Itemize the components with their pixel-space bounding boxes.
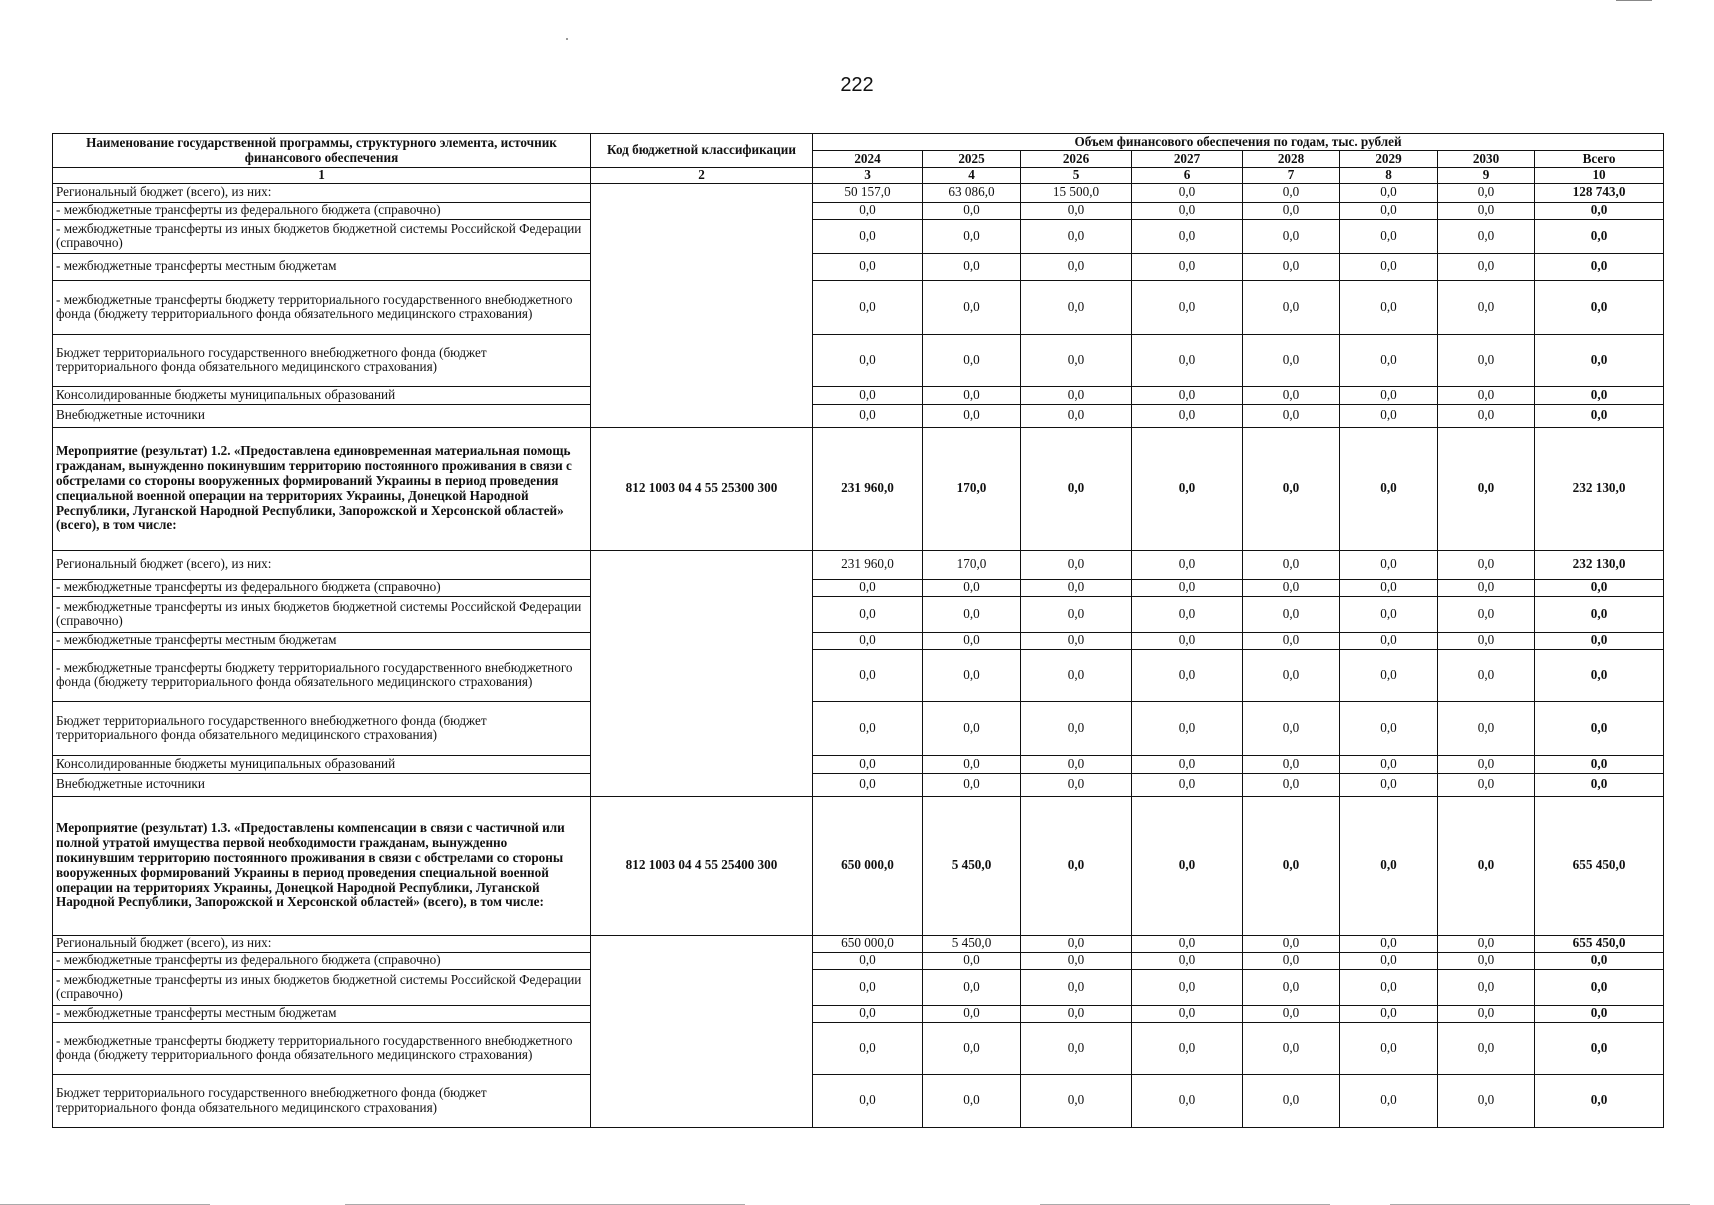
year-value-cell: 0,0	[1243, 1022, 1340, 1074]
year-value-cell: 0,0	[1243, 1005, 1340, 1022]
total-cell: 0,0	[1535, 386, 1664, 404]
table-row	[53, 1074, 1664, 1127]
source-name: - межбюджетные трансферты из иных бюджетов бюджетной системы Российской Федерации (справочно)	[53, 596, 591, 632]
total-cell: 0,0	[1535, 334, 1664, 386]
year-value-cell: 0,0	[1132, 596, 1243, 632]
table-row	[53, 755, 1664, 773]
year-value-cell: 0,0	[1132, 649, 1243, 701]
table-row	[53, 935, 1664, 952]
total-cell: 0,0	[1535, 202, 1664, 219]
year-value-cell: 0,0	[1021, 1022, 1132, 1074]
total-cell: 0,0	[1535, 219, 1664, 253]
year-value-cell: 0,0	[1340, 773, 1438, 796]
year-value-cell: 0,0	[813, 1022, 923, 1074]
year-value-cell: 0,0	[1243, 796, 1340, 935]
year-value-cell: 0,0	[1132, 579, 1243, 596]
year-value-cell: 0,0	[1021, 755, 1132, 773]
year-value-cell: 0,0	[923, 404, 1021, 427]
year-value-cell: 0,0	[1132, 632, 1243, 649]
table-row	[53, 386, 1664, 404]
year-value-cell: 0,0	[1340, 427, 1438, 550]
year-value-cell: 0,0	[923, 596, 1021, 632]
year-value-cell: 0,0	[923, 253, 1021, 280]
year-value-cell: 0,0	[1243, 404, 1340, 427]
total-cell: 0,0	[1535, 1074, 1664, 1127]
year-value-cell: 0,0	[813, 579, 923, 596]
header-year: 2030	[1438, 151, 1535, 168]
source-name: - межбюджетные трансферты местным бюджетам	[53, 253, 591, 280]
year-value-cell: 650 000,0	[813, 935, 923, 952]
total-cell: 0,0	[1535, 969, 1664, 1005]
year-value-cell: 0,0	[1438, 404, 1535, 427]
table-row	[53, 1005, 1664, 1022]
year-value-cell: 0,0	[1132, 1074, 1243, 1127]
year-value-cell: 0,0	[1340, 280, 1438, 334]
column-number: 7	[1243, 168, 1340, 184]
year-value-cell: 0,0	[1132, 935, 1243, 952]
year-value-cell: 0,0	[1021, 969, 1132, 1005]
measure-row	[53, 427, 1664, 550]
year-value-cell: 0,0	[1132, 755, 1243, 773]
year-value-cell: 0,0	[1021, 632, 1132, 649]
year-value-cell: 0,0	[1243, 253, 1340, 280]
source-name: - межбюджетные трансферты местным бюджетам	[53, 1005, 591, 1022]
year-value-cell: 0,0	[1340, 935, 1438, 952]
year-value-cell: 0,0	[1438, 701, 1535, 755]
year-value-cell: 0,0	[1438, 1022, 1535, 1074]
year-value-cell: 0,0	[1243, 773, 1340, 796]
year-value-cell: 63 086,0	[923, 183, 1021, 202]
year-value-cell: 0,0	[813, 596, 923, 632]
year-value-cell: 0,0	[1340, 202, 1438, 219]
year-value-cell: 0,0	[923, 773, 1021, 796]
scan-mark	[1616, 0, 1652, 1]
source-name: Внебюджетные источники	[53, 773, 591, 796]
year-value-cell: 0,0	[1438, 952, 1535, 969]
header-volume: Объем финансового обеспечения по годам, тыс. рублей	[813, 134, 1664, 151]
year-value-cell: 0,0	[1340, 649, 1438, 701]
year-value-cell: 5 450,0	[923, 935, 1021, 952]
column-number: 5	[1021, 168, 1132, 184]
budget-code: 812 1003 04 4 55 25300 300	[591, 427, 813, 550]
budget-code-empty	[591, 935, 813, 1127]
year-value-cell: 0,0	[1438, 280, 1535, 334]
year-value-cell: 0,0	[1132, 796, 1243, 935]
year-value-cell: 0,0	[1438, 386, 1535, 404]
year-value-cell: 0,0	[1021, 404, 1132, 427]
year-value-cell: 0,0	[1243, 427, 1340, 550]
total-cell: 0,0	[1535, 1022, 1664, 1074]
source-name: Бюджет территориального государственного внебюджетного фонда (бюджет территориального фонда обязательного медицинского страхования)	[53, 334, 591, 386]
table-row	[53, 969, 1664, 1005]
year-value-cell: 0,0	[1243, 701, 1340, 755]
year-value-cell: 0,0	[1438, 1074, 1535, 1127]
year-value-cell: 0,0	[1021, 280, 1132, 334]
year-value-cell: 0,0	[1243, 579, 1340, 596]
column-number: 1	[53, 168, 591, 184]
year-value-cell: 0,0	[1438, 427, 1535, 550]
budget-code: 812 1003 04 4 55 25400 300	[591, 796, 813, 935]
total-cell: 0,0	[1535, 773, 1664, 796]
year-value-cell: 0,0	[1021, 253, 1132, 280]
header-year: 2026	[1021, 151, 1132, 168]
total-cell: 0,0	[1535, 649, 1664, 701]
table-row	[53, 202, 1664, 219]
year-value-cell: 0,0	[1243, 202, 1340, 219]
total-cell: 0,0	[1535, 755, 1664, 773]
column-number: 10	[1535, 168, 1664, 184]
year-value-cell: 0,0	[923, 1005, 1021, 1022]
year-value-cell: 0,0	[1243, 596, 1340, 632]
year-value-cell: 0,0	[1132, 404, 1243, 427]
year-value-cell: 0,0	[813, 1074, 923, 1127]
table-row	[53, 632, 1664, 649]
year-value-cell: 0,0	[1340, 632, 1438, 649]
table-row	[53, 550, 1664, 579]
year-value-cell: 0,0	[1340, 1022, 1438, 1074]
year-value-cell: 0,0	[813, 404, 923, 427]
total-cell: 0,0	[1535, 1005, 1664, 1022]
table-row	[53, 649, 1664, 701]
year-value-cell: 0,0	[1132, 427, 1243, 550]
year-value-cell: 0,0	[813, 1005, 923, 1022]
table-row	[53, 773, 1664, 796]
year-value-cell: 0,0	[1438, 219, 1535, 253]
year-value-cell: 0,0	[1132, 202, 1243, 219]
source-name: - межбюджетные трансферты из федерального бюджета (справочно)	[53, 579, 591, 596]
year-value-cell: 0,0	[1340, 701, 1438, 755]
year-value-cell: 5 450,0	[923, 796, 1021, 935]
year-value-cell: 0,0	[1243, 334, 1340, 386]
total-cell: 0,0	[1535, 701, 1664, 755]
year-value-cell: 0,0	[923, 280, 1021, 334]
year-value-cell: 0,0	[1243, 550, 1340, 579]
table-row	[53, 280, 1664, 334]
page-number: 222	[840, 74, 874, 96]
year-value-cell: 0,0	[1021, 796, 1132, 935]
year-value-cell: 0,0	[1132, 701, 1243, 755]
financing-table	[52, 133, 1664, 1128]
year-value-cell: 0,0	[1340, 183, 1438, 202]
year-value-cell: 0,0	[923, 969, 1021, 1005]
year-value-cell: 0,0	[813, 755, 923, 773]
year-value-cell: 650 000,0	[813, 796, 923, 935]
year-value-cell: 0,0	[1021, 1005, 1132, 1022]
column-number: 9	[1438, 168, 1535, 184]
year-value-cell: 231 960,0	[813, 550, 923, 579]
total-cell: 0,0	[1535, 952, 1664, 969]
year-value-cell: 0,0	[1132, 253, 1243, 280]
year-value-cell: 0,0	[1340, 579, 1438, 596]
total-cell: 0,0	[1535, 632, 1664, 649]
column-number: 3	[813, 168, 923, 184]
year-value-cell: 0,0	[1340, 386, 1438, 404]
source-name: - межбюджетные трансферты из федерального бюджета (справочно)	[53, 952, 591, 969]
source-name: Внебюджетные источники	[53, 404, 591, 427]
source-name: - межбюджетные трансферты бюджету территориального государственного внебюджетного фонда (бюджету территориального фонда обязательного медицинского страхования)	[53, 280, 591, 334]
year-value-cell: 0,0	[1243, 183, 1340, 202]
year-value-cell: 170,0	[923, 550, 1021, 579]
year-value-cell: 0,0	[1340, 550, 1438, 579]
year-value-cell: 0,0	[1132, 550, 1243, 579]
year-value-cell: 170,0	[923, 427, 1021, 550]
year-value-cell: 0,0	[923, 386, 1021, 404]
year-value-cell: 0,0	[1243, 386, 1340, 404]
source-name: Бюджет территориального государственного внебюджетного фонда (бюджет территориального фонда обязательного медицинского страхования)	[53, 701, 591, 755]
year-value-cell: 0,0	[1132, 773, 1243, 796]
total-cell: 0,0	[1535, 280, 1664, 334]
year-value-cell: 0,0	[1021, 935, 1132, 952]
year-value-cell: 0,0	[1021, 386, 1132, 404]
total-cell: 0,0	[1535, 404, 1664, 427]
year-value-cell: 0,0	[1438, 796, 1535, 935]
year-value-cell: 0,0	[1340, 334, 1438, 386]
source-name: - межбюджетные трансферты бюджету территориального государственного внебюджетного фонда (бюджету территориального фонда обязательного медицинского страхования)	[53, 1022, 591, 1074]
year-value-cell: 0,0	[1021, 334, 1132, 386]
year-value-cell: 0,0	[1021, 202, 1132, 219]
source-name: Региональный бюджет (всего), из них:	[53, 935, 591, 952]
year-value-cell: 0,0	[923, 701, 1021, 755]
total-cell: 0,0	[1535, 596, 1664, 632]
table-body	[53, 183, 1664, 1127]
year-value-cell: 0,0	[1340, 253, 1438, 280]
year-value-cell: 0,0	[923, 202, 1021, 219]
year-value-cell: 0,0	[1021, 427, 1132, 550]
table-row	[53, 596, 1664, 632]
header-year: 2028	[1243, 151, 1340, 168]
year-value-cell: 0,0	[1438, 649, 1535, 701]
year-value-cell: 0,0	[813, 701, 923, 755]
year-value-cell: 0,0	[1340, 952, 1438, 969]
table-row	[53, 334, 1664, 386]
year-value-cell: 0,0	[813, 969, 923, 1005]
table-row	[53, 183, 1664, 202]
year-value-cell: 0,0	[813, 773, 923, 796]
year-value-cell: 0,0	[1132, 952, 1243, 969]
year-value-cell: 0,0	[923, 1074, 1021, 1127]
table-row	[53, 701, 1664, 755]
year-value-cell: 0,0	[1438, 334, 1535, 386]
year-value-cell: 0,0	[1340, 219, 1438, 253]
header-year: 2029	[1340, 151, 1438, 168]
column-number: 2	[591, 168, 813, 184]
table-row	[53, 253, 1664, 280]
year-value-cell: 0,0	[1438, 202, 1535, 219]
year-value-cell: 0,0	[1438, 755, 1535, 773]
source-name: - межбюджетные трансферты из иных бюджетов бюджетной системы Российской Федерации (справочно)	[53, 219, 591, 253]
year-value-cell: 0,0	[1021, 952, 1132, 969]
measure-row	[53, 796, 1664, 935]
budget-code-empty	[591, 183, 813, 427]
year-value-cell: 50 157,0	[813, 183, 923, 202]
year-value-cell: 0,0	[923, 649, 1021, 701]
year-value-cell: 0,0	[813, 632, 923, 649]
year-value-cell: 0,0	[923, 952, 1021, 969]
year-value-cell: 0,0	[1340, 596, 1438, 632]
year-value-cell: 0,0	[1132, 969, 1243, 1005]
year-value-cell: 0,0	[1340, 1005, 1438, 1022]
total-cell: 232 130,0	[1535, 427, 1664, 550]
measure-name: Мероприятие (результат) 1.3. «Предоставлены компенсации в связи с частичной или полной утратой имущества первой необходимости гражданам, вынужденно покинувшим территорию постоянного проживания в связи с обстрелами со стороны вооруженных формирований Украины в период проведения специальной военной операции на территориях Украины, Донецкой Народной Республики, Луганской Народной Республики, Запорожской и Херсонской областей» (всего), в том числе:	[53, 796, 591, 935]
measure-name: Мероприятие (результат) 1.2. «Предоставлена единовременная материальная помощь гражданам, вынужденно покинувшим территорию постоянного проживания в связи с обстрелами со стороны вооруженных формирований Украины в период проведения специальной военной операции на территориях Украины, Донецкой Народной Республики, Луганской Народной Республики, Запорожской и Херсонской областей» (всего), в том числе:	[53, 427, 591, 550]
year-value-cell: 0,0	[1340, 404, 1438, 427]
year-value-cell: 0,0	[813, 386, 923, 404]
year-value-cell: 0,0	[1021, 649, 1132, 701]
year-value-cell: 0,0	[1021, 596, 1132, 632]
year-value-cell: 0,0	[1021, 701, 1132, 755]
year-value-cell: 0,0	[1438, 1005, 1535, 1022]
total-cell: 0,0	[1535, 579, 1664, 596]
year-value-cell: 0,0	[923, 632, 1021, 649]
scan-speck	[566, 38, 568, 40]
year-value-cell: 0,0	[813, 952, 923, 969]
year-value-cell: 0,0	[1132, 334, 1243, 386]
total-cell: 128 743,0	[1535, 183, 1664, 202]
source-name: - межбюджетные трансферты из иных бюджетов бюджетной системы Российской Федерации (справочно)	[53, 969, 591, 1005]
year-value-cell: 0,0	[1340, 969, 1438, 1005]
year-value-cell: 0,0	[1132, 183, 1243, 202]
table-row	[53, 1022, 1664, 1074]
column-number: 6	[1132, 168, 1243, 184]
year-value-cell: 0,0	[1438, 550, 1535, 579]
year-value-cell: 0,0	[1340, 796, 1438, 935]
year-value-cell: 0,0	[923, 755, 1021, 773]
total-cell: 232 130,0	[1535, 550, 1664, 579]
header-name: Наименование государственной программы, структурного элемента, источник финансового обеспечения	[53, 134, 591, 168]
total-cell: 655 450,0	[1535, 935, 1664, 952]
year-value-cell: 0,0	[1243, 280, 1340, 334]
year-value-cell: 0,0	[1132, 219, 1243, 253]
table-row	[53, 404, 1664, 427]
year-value-cell: 0,0	[1243, 755, 1340, 773]
header-year: 2024	[813, 151, 923, 168]
year-value-cell: 0,0	[813, 253, 923, 280]
header-total: Всего	[1535, 151, 1664, 168]
total-cell: 655 450,0	[1535, 796, 1664, 935]
year-value-cell: 0,0	[1243, 632, 1340, 649]
source-name: - межбюджетные трансферты бюджету территориального государственного внебюджетного фонда (бюджету территориального фонда обязательного медицинского страхования)	[53, 649, 591, 701]
source-name: Региональный бюджет (всего), из них:	[53, 183, 591, 202]
year-value-cell: 0,0	[1243, 969, 1340, 1005]
year-value-cell: 0,0	[1438, 632, 1535, 649]
year-value-cell: 0,0	[1438, 579, 1535, 596]
year-value-cell: 0,0	[1438, 773, 1535, 796]
year-value-cell: 0,0	[813, 334, 923, 386]
year-value-cell: 0,0	[1132, 1005, 1243, 1022]
year-value-cell: 0,0	[1021, 219, 1132, 253]
year-value-cell: 0,0	[813, 202, 923, 219]
year-value-cell: 0,0	[813, 649, 923, 701]
year-value-cell: 0,0	[1021, 579, 1132, 596]
source-name: Консолидированные бюджеты муниципальных образований	[53, 386, 591, 404]
year-value-cell: 0,0	[1132, 280, 1243, 334]
year-value-cell: 15 500,0	[1021, 183, 1132, 202]
year-value-cell: 0,0	[923, 334, 1021, 386]
year-value-cell: 0,0	[1243, 219, 1340, 253]
header-year: 2027	[1132, 151, 1243, 168]
year-value-cell: 231 960,0	[813, 427, 923, 550]
year-value-cell: 0,0	[1021, 773, 1132, 796]
total-cell: 0,0	[1535, 253, 1664, 280]
table-row	[53, 579, 1664, 596]
year-value-cell: 0,0	[923, 1022, 1021, 1074]
year-value-cell: 0,0	[1438, 183, 1535, 202]
source-name: Региональный бюджет (всего), из них:	[53, 550, 591, 579]
year-value-cell: 0,0	[813, 280, 923, 334]
year-value-cell: 0,0	[1243, 952, 1340, 969]
year-value-cell: 0,0	[1021, 1074, 1132, 1127]
year-value-cell: 0,0	[1021, 550, 1132, 579]
source-name: Бюджет территориального государственного внебюджетного фонда (бюджет территориального фонда обязательного медицинского страхования)	[53, 1074, 591, 1127]
year-value-cell: 0,0	[1438, 935, 1535, 952]
source-name: - межбюджетные трансферты местным бюджетам	[53, 632, 591, 649]
year-value-cell: 0,0	[1243, 649, 1340, 701]
year-value-cell: 0,0	[1438, 969, 1535, 1005]
header-code: Код бюджетной классификации	[591, 134, 813, 168]
budget-code-empty	[591, 550, 813, 796]
year-value-cell: 0,0	[1243, 935, 1340, 952]
source-name: - межбюджетные трансферты из федерального бюджета (справочно)	[53, 202, 591, 219]
header-year: 2025	[923, 151, 1021, 168]
table-row	[53, 952, 1664, 969]
year-value-cell: 0,0	[923, 579, 1021, 596]
year-value-cell: 0,0	[1132, 1022, 1243, 1074]
column-number: 4	[923, 168, 1021, 184]
year-value-cell: 0,0	[1243, 1074, 1340, 1127]
year-value-cell: 0,0	[923, 219, 1021, 253]
year-value-cell: 0,0	[1132, 386, 1243, 404]
source-name: Консолидированные бюджеты муниципальных образований	[53, 755, 591, 773]
table-row	[53, 219, 1664, 253]
year-value-cell: 0,0	[1438, 253, 1535, 280]
year-value-cell: 0,0	[1340, 755, 1438, 773]
year-value-cell: 0,0	[1340, 1074, 1438, 1127]
year-value-cell: 0,0	[1438, 596, 1535, 632]
year-value-cell: 0,0	[813, 219, 923, 253]
column-number: 8	[1340, 168, 1438, 184]
